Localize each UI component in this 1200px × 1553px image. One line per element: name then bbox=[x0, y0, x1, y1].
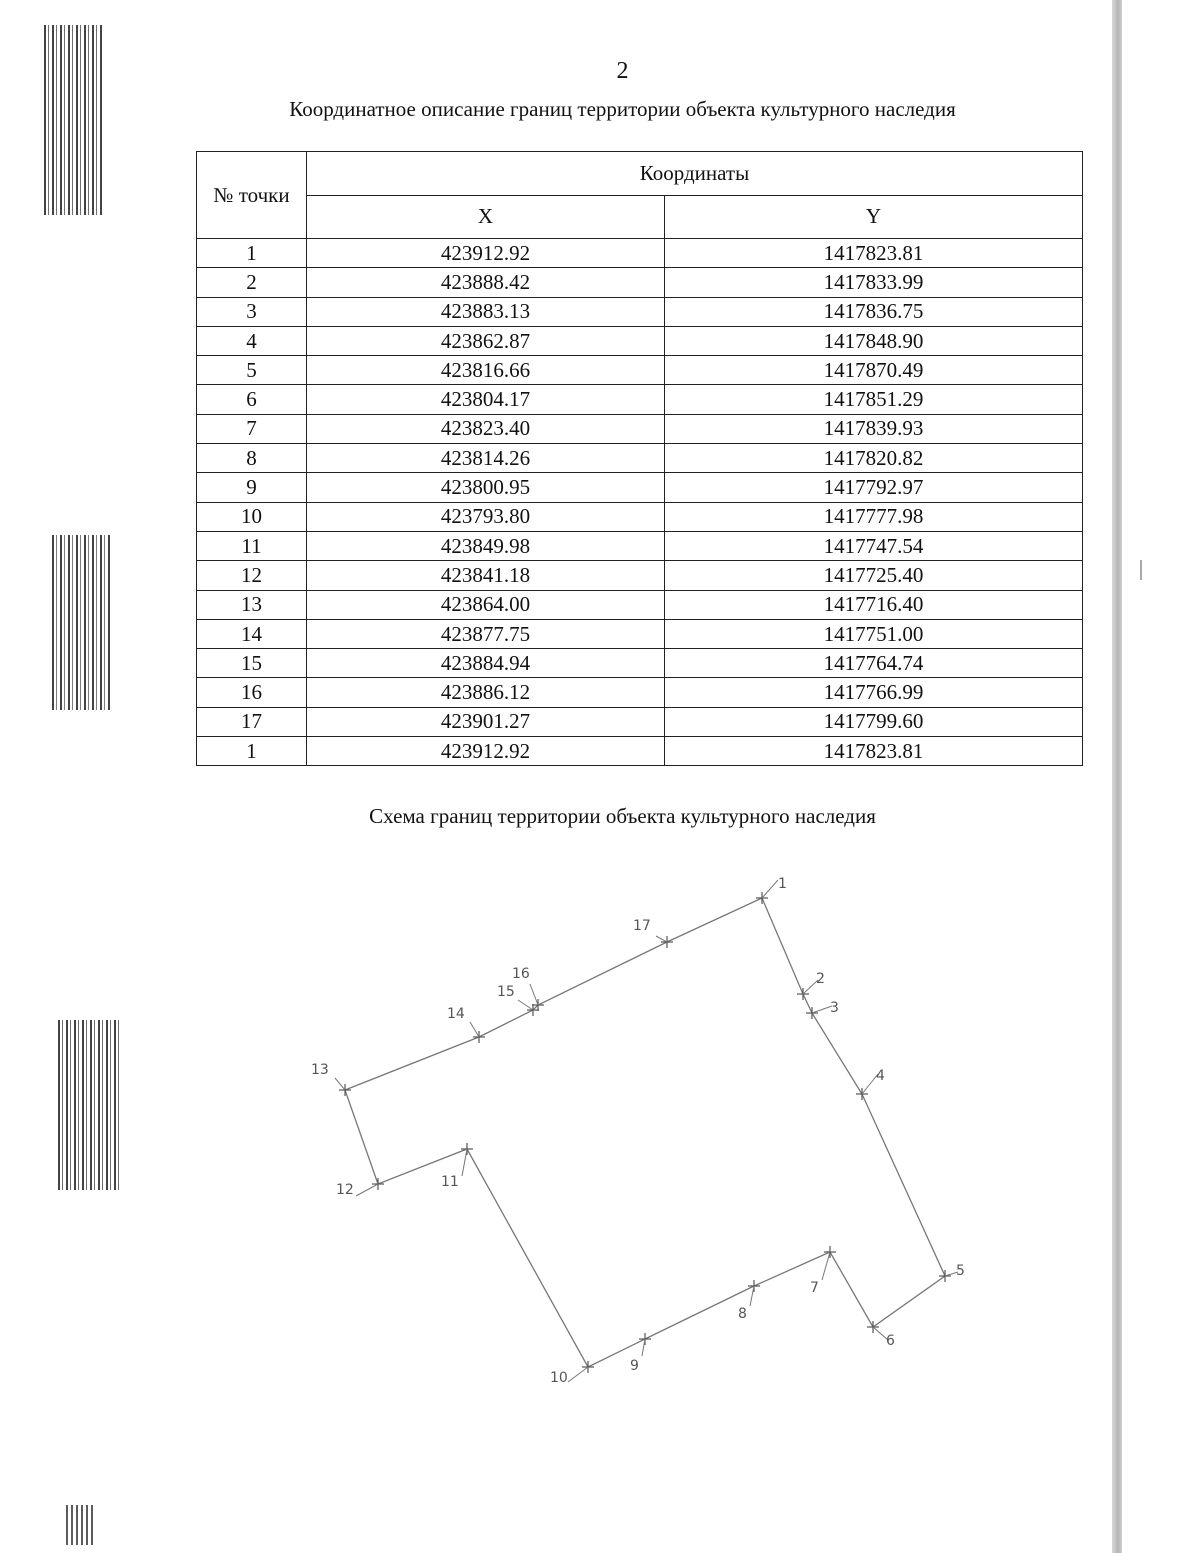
y-cell: 1417747.54 bbox=[665, 531, 1083, 560]
vertex-leader-line bbox=[812, 1006, 832, 1013]
y-cell: 1417716.40 bbox=[665, 590, 1083, 619]
x-cell: 423883.13 bbox=[307, 297, 665, 326]
y-cell: 1417766.99 bbox=[665, 678, 1083, 707]
vertex-leader-line bbox=[656, 936, 667, 942]
x-cell: 423864.00 bbox=[307, 590, 665, 619]
boundary-polyline bbox=[345, 898, 945, 1367]
x-cell: 423862.87 bbox=[307, 326, 665, 355]
table-title: Координатное описание границ территории объекта культурного наследия bbox=[289, 97, 956, 121]
point-cell: 7 bbox=[197, 414, 307, 443]
binder-hole-mark-middle bbox=[52, 535, 110, 710]
vertex-label: 1 bbox=[778, 876, 787, 892]
y-cell: 1417870.49 bbox=[665, 356, 1083, 385]
x-cell: 423886.12 bbox=[307, 678, 665, 707]
point-cell: 15 bbox=[197, 649, 307, 678]
point-cell: 2 bbox=[197, 268, 307, 297]
x-cell: 423912.92 bbox=[307, 737, 665, 766]
vertex-label: 2 bbox=[816, 971, 825, 987]
vertex-label: 7 bbox=[810, 1280, 819, 1296]
scheme-title: Схема границ территории объекта культурного наследия bbox=[369, 804, 876, 828]
x-cell: 423877.75 bbox=[307, 619, 665, 648]
point-cell: 17 bbox=[197, 707, 307, 736]
x-cell: 423793.80 bbox=[307, 502, 665, 531]
vertex-label: 10 bbox=[550, 1370, 568, 1386]
x-cell: 423804.17 bbox=[307, 385, 665, 414]
y-cell: 1417823.81 bbox=[665, 737, 1083, 766]
vertex-leader-line bbox=[568, 1367, 588, 1382]
vertex-leader-line bbox=[750, 1286, 754, 1306]
y-cell: 1417751.00 bbox=[665, 619, 1083, 648]
y-header: Y bbox=[665, 195, 1083, 239]
point-cell: 9 bbox=[197, 473, 307, 502]
binder-mark-corner bbox=[66, 1505, 94, 1545]
point-number-header: № точки bbox=[197, 152, 307, 239]
y-cell: 1417836.75 bbox=[665, 297, 1083, 326]
y-cell: 1417725.40 bbox=[665, 561, 1083, 590]
scan-edge-mark bbox=[1140, 560, 1142, 580]
vertex-leader-line bbox=[470, 1022, 479, 1037]
point-cell: 1 bbox=[197, 239, 307, 268]
y-cell: 1417820.82 bbox=[665, 444, 1083, 473]
point-cell: 11 bbox=[197, 531, 307, 560]
vertex-leader-line bbox=[462, 1149, 467, 1176]
x-cell: 423800.95 bbox=[307, 473, 665, 502]
vertex-leader-line bbox=[762, 880, 778, 898]
point-cell: 13 bbox=[197, 590, 307, 619]
y-cell: 1417833.99 bbox=[665, 268, 1083, 297]
point-cell: 3 bbox=[197, 297, 307, 326]
coordinates-header: Координаты bbox=[307, 152, 1083, 196]
x-cell: 423888.42 bbox=[307, 268, 665, 297]
vertex-leader-line bbox=[335, 1078, 345, 1090]
vertex-label: 16 bbox=[512, 966, 530, 982]
y-cell: 1417839.93 bbox=[665, 414, 1083, 443]
y-cell: 1417848.90 bbox=[665, 326, 1083, 355]
vertex-label: 14 bbox=[447, 1006, 465, 1022]
y-cell: 1417799.60 bbox=[665, 707, 1083, 736]
x-cell: 423816.66 bbox=[307, 356, 665, 385]
vertex-leader-line bbox=[530, 984, 538, 1005]
vertex-label: 4 bbox=[876, 1068, 885, 1084]
vertex-leader-line bbox=[642, 1339, 645, 1356]
vertex-label: 13 bbox=[311, 1062, 329, 1078]
point-cell: 12 bbox=[197, 561, 307, 590]
vertex-leader-line bbox=[356, 1184, 378, 1196]
x-cell: 423823.40 bbox=[307, 414, 665, 443]
y-cell: 1417764.74 bbox=[665, 649, 1083, 678]
point-cell: 6 bbox=[197, 385, 307, 414]
vertex-label: 6 bbox=[886, 1333, 895, 1349]
vertex-leader-line bbox=[518, 1000, 533, 1010]
binder-hole-mark-bottom bbox=[58, 1020, 120, 1190]
vertex-leader-line bbox=[822, 1252, 830, 1280]
vertex-label: 8 bbox=[738, 1306, 747, 1322]
vertex-label: 12 bbox=[336, 1182, 354, 1198]
vertex-label: 11 bbox=[441, 1174, 459, 1190]
point-cell: 10 bbox=[197, 502, 307, 531]
x-cell: 423814.26 bbox=[307, 444, 665, 473]
y-cell: 1417777.98 bbox=[665, 502, 1083, 531]
y-cell: 1417851.29 bbox=[665, 385, 1083, 414]
y-cell: 1417792.97 bbox=[665, 473, 1083, 502]
vertex-label: 17 bbox=[633, 918, 651, 934]
point-cell: 4 bbox=[197, 326, 307, 355]
vertex-label: 15 bbox=[497, 984, 515, 1000]
vertex-label: 5 bbox=[956, 1263, 965, 1279]
scan-edge-shadow bbox=[1112, 0, 1122, 1553]
vertex-label: 9 bbox=[630, 1358, 639, 1374]
x-cell: 423884.94 bbox=[307, 649, 665, 678]
binder-hole-mark-top bbox=[44, 25, 102, 215]
point-cell: 5 bbox=[197, 356, 307, 385]
x-cell: 423849.98 bbox=[307, 531, 665, 560]
x-header: X bbox=[307, 195, 665, 239]
x-cell: 423841.18 bbox=[307, 561, 665, 590]
point-cell: 1 bbox=[197, 737, 307, 766]
x-cell: 423901.27 bbox=[307, 707, 665, 736]
y-cell: 1417823.81 bbox=[665, 239, 1083, 268]
x-cell: 423912.92 bbox=[307, 239, 665, 268]
point-cell: 14 bbox=[197, 619, 307, 648]
point-cell: 16 bbox=[197, 678, 307, 707]
page-number: 2 bbox=[616, 58, 629, 84]
point-cell: 8 bbox=[197, 444, 307, 473]
vertex-label: 3 bbox=[830, 1000, 839, 1016]
